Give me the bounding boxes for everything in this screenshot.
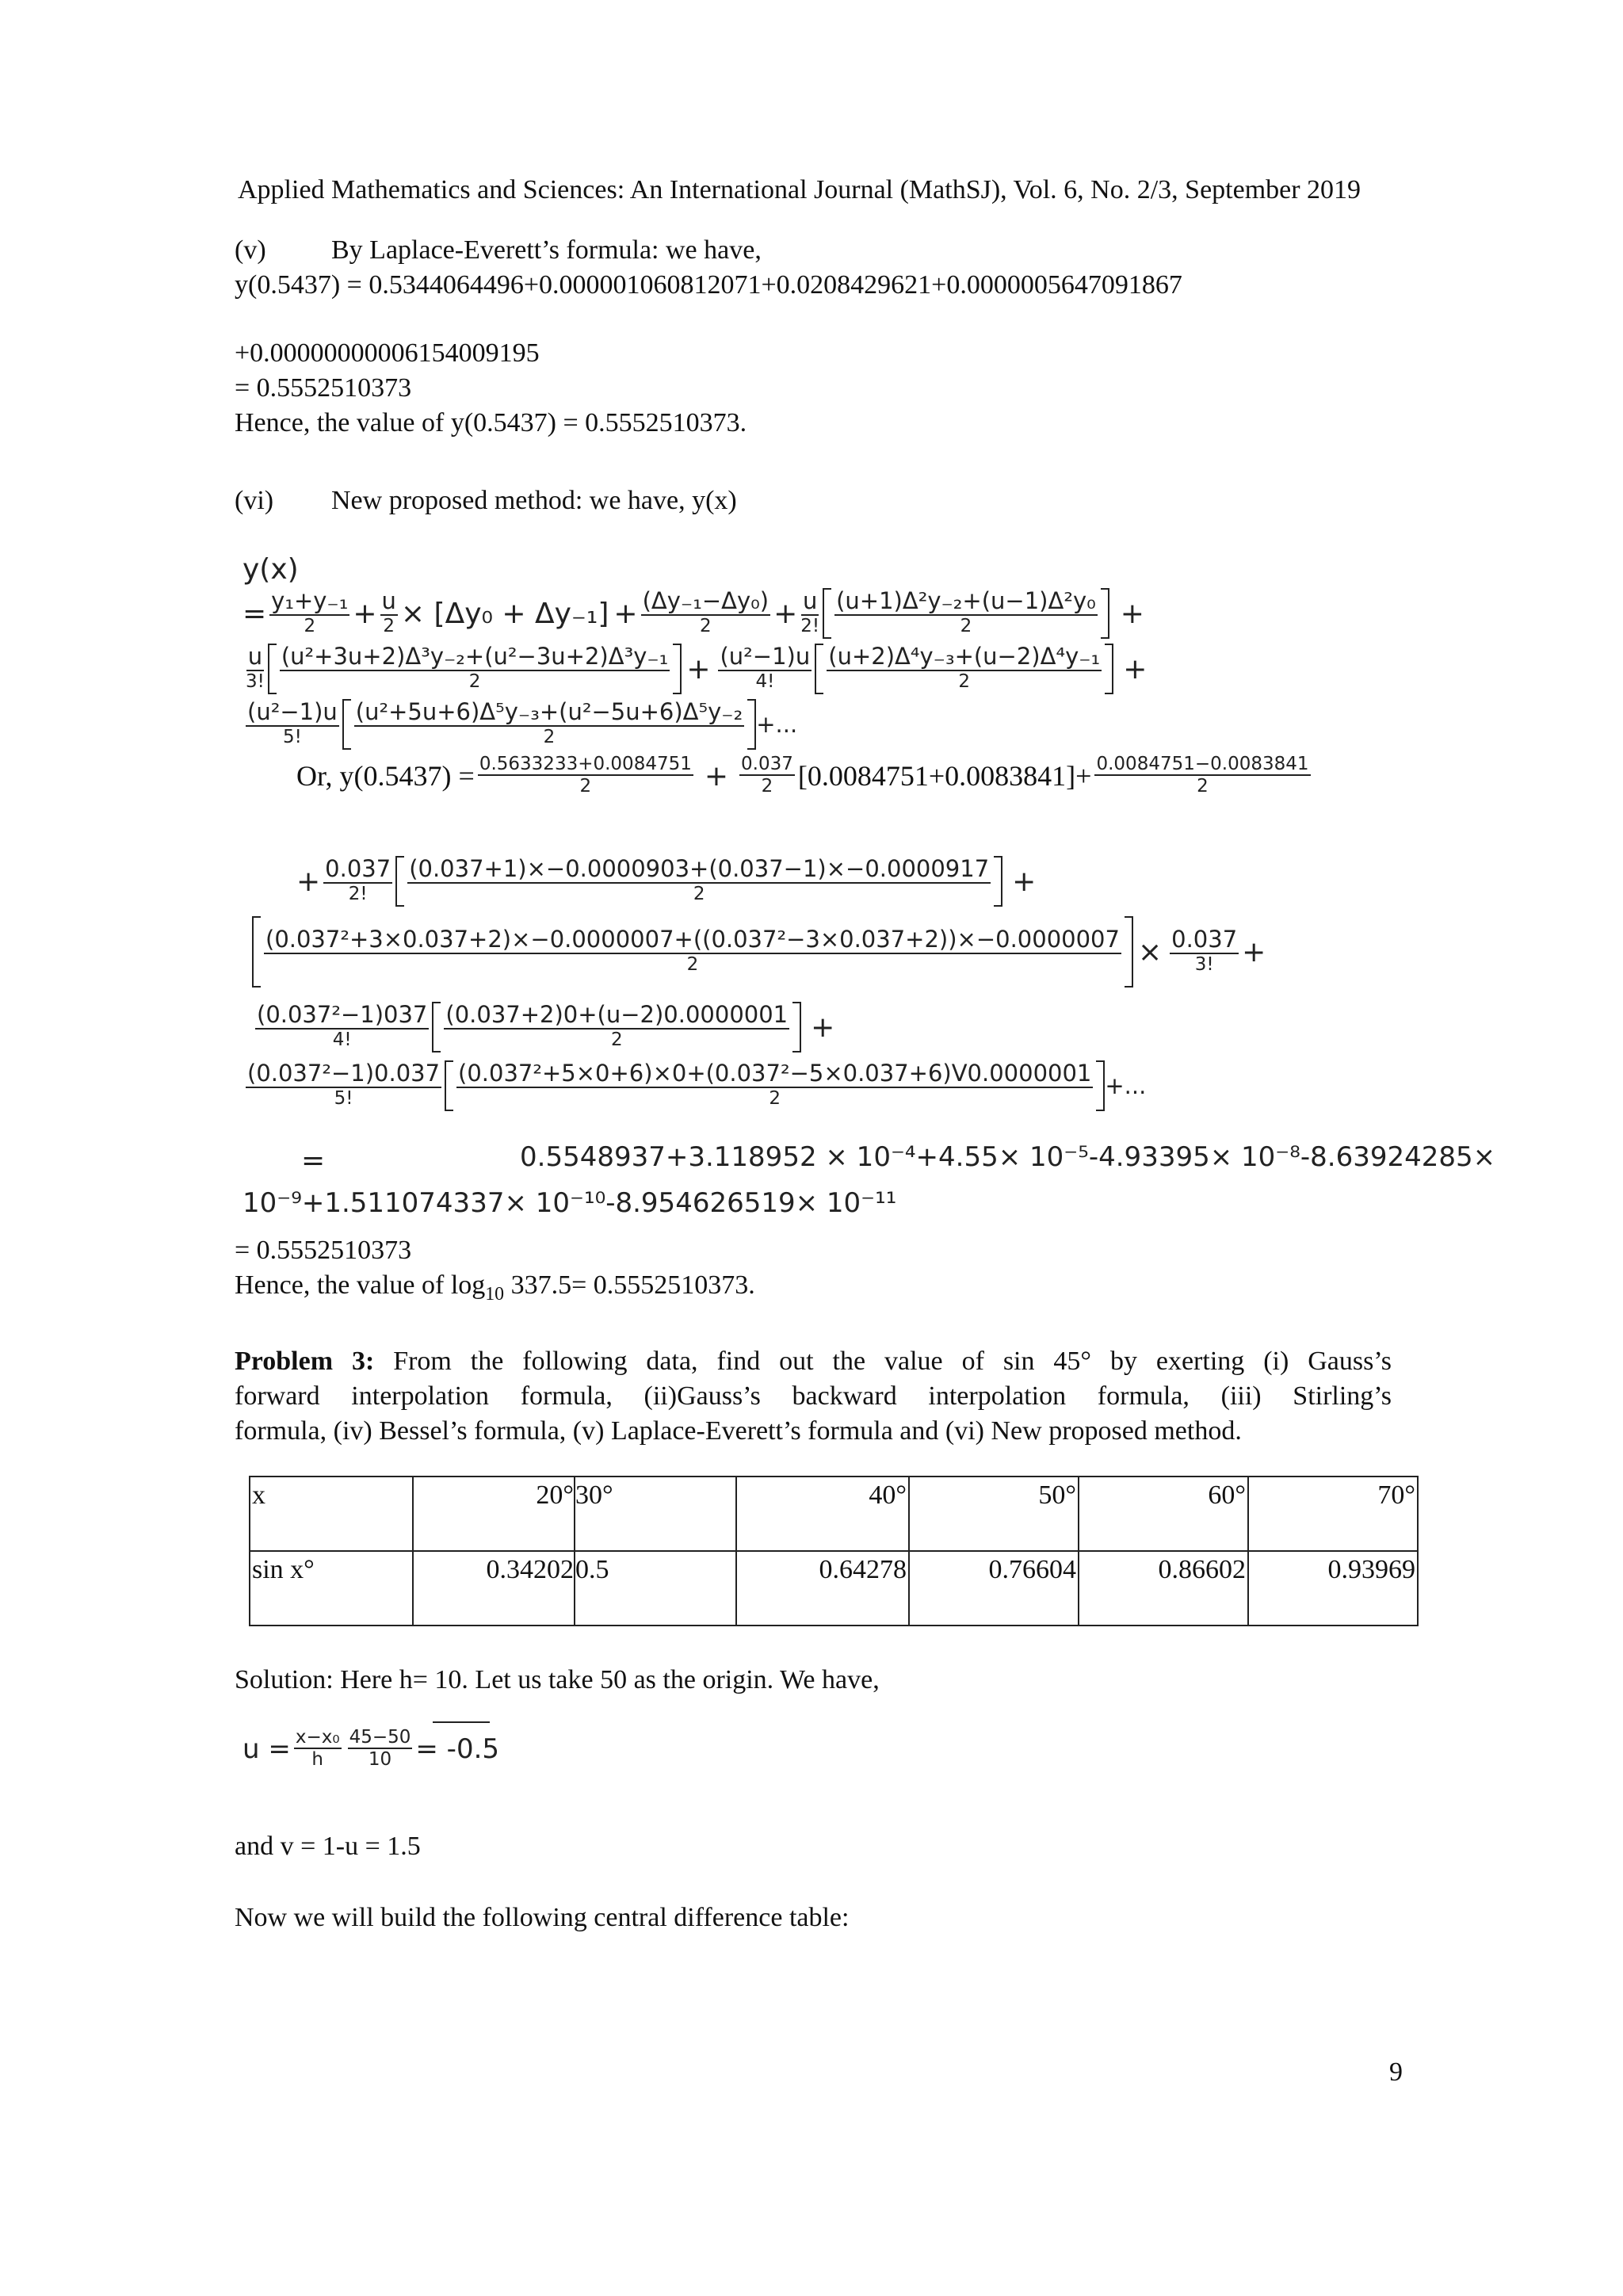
sub-second-difference: $\frac{(0.037+1)\times-0.0000903+(0.037-1)\times-0.0000917}{2}$ xyxy=(409,855,990,905)
problem-3-line-3: formula, (iv) Bessel’s formula, (v) Laplace-Everett’s formula and (vi) New proposed method. xyxy=(235,1416,1242,1446)
continuation-dots: +... xyxy=(756,711,798,738)
sub-coeff-3rd: $\frac{0.037}{3!}$ xyxy=(1171,926,1238,976)
fraction-coeff-4: $\frac{\text{(u²−1)u}}{4!}$ xyxy=(720,643,811,693)
section-v-heading xyxy=(235,233,762,268)
fraction-u-half: $\frac{u}{2}$ xyxy=(381,587,396,637)
formula-row-2: $\frac{u}{3!}$ $\frac{\text{(u²+3u+2)Δ³y₋₂+(u²−3u+2)Δ³y₋₁}}{2}$ + $\frac{\text{(u²−1)u}}{4!}$ $\frac{\text{(u+2)Δ⁴y₋₃+(u−2)Δ⁴y₋₁}}{2}$ + xyxy=(242,644,1147,694)
final-conclusion: Hence, the value of $\log_{10} 337.5= 0.5552510373$. xyxy=(235,1270,755,1305)
fraction-u-3-factorial: $\frac{u}{3!}$ xyxy=(246,643,265,693)
table-intro-line: Now we will build the following central difference table: xyxy=(235,1903,850,1932)
problem-3-line-1: Problem 3: From the following data, find out the value of sin 45° by exerting (i) Gauss’s xyxy=(235,1347,1392,1376)
table-cell: sin x° xyxy=(250,1551,413,1626)
table-row xyxy=(250,1477,1418,1551)
everett-sum-continued: +0.00000000006154009195 xyxy=(235,338,540,368)
fraction-term-4: $\frac{\text{(u+1)Δ²y₋₂+(u−1)Δ²y₀}}{2}$ xyxy=(836,587,1096,637)
substitution-row-3: (0.037²+3×0.037+2)×−0.0000007+((0.037²−3×0.037+2))×−0.0000007 2 × $\frac{0.037}{3!}$ + xyxy=(252,916,1266,988)
everett-result: = 0.5552510373 xyxy=(235,373,412,403)
u-fraction-1: $\frac{\text{x−x₀}}{h}$ xyxy=(295,1727,340,1771)
formula-row-1: = $\frac{\text{y₁+y₋₁}}{2}$ + $\frac{u}{2}$ × [Δy₀ + Δy₋₁] + $\frac{\text{(Δy₋₁−Δy₀)}}{2}$ + $\frac{u}{2!}$ $\frac{\text{(u+1)Δ²y₋₂+(u−1)Δ²y₀}}{2}$ + xyxy=(242,588,1144,639)
substitution-row-1: Or, y(0.5437) = $\frac{0.5633233+0.0084751}{2}$ + $\frac{0.037}{2}$ [0.0084751+0.0083841]+ $\frac{0.0084751-0.0083841}{2}$ xyxy=(296,754,1309,797)
substitution-row-5 xyxy=(242,1060,1146,1111)
fraction-fifth-difference: $\frac{\text{(u²+5u+6)Δ⁵y₋₃+(u²−5u+6)Δ⁵y₋₂}}{2}$ xyxy=(355,698,743,748)
problem-3-label: Problem 3: xyxy=(235,1347,375,1376)
table-cell: 0.76604 xyxy=(909,1551,1079,1626)
continuation-dots-2: +... xyxy=(1105,1072,1147,1099)
table-cell: 0.64278 xyxy=(736,1551,909,1626)
sub-coeff-2nd: $\frac{0.037}{2!}$ xyxy=(325,855,391,905)
sub-fraction-3: $\frac{0.0084751-0.0083841}{2}$ xyxy=(1096,754,1309,797)
everett-conclusion: Hence, the value of y(0.5437) = 0.5552510373. xyxy=(235,408,747,437)
fraction-u-factorial: $\frac{u}{2!}$ xyxy=(800,587,820,637)
substitution-row-2: + $\frac{0.037}{2!}$ $\frac{(0.037+1)\times-0.0000903+(0.037-1)\times-0.0000917}{2}$ + xyxy=(296,856,1036,907)
substitution-lhs: Or, y(0.5437) = xyxy=(296,760,475,793)
sub-fraction-2: $\frac{0.037}{2}$ xyxy=(741,754,793,797)
equals-sign: = xyxy=(242,597,267,630)
substitution-row-4: $\frac{\text{(0.037²−1)037}}{4!}$ $\frac{(0.037+2)0+(u-2)0.0000001}{2}$ + xyxy=(252,1002,834,1052)
table-cell: 20° xyxy=(413,1477,575,1551)
result-equals: = xyxy=(301,1144,326,1177)
v-line: and v = 1-u = 1.5 xyxy=(235,1832,421,1861)
table-cell: x xyxy=(250,1477,413,1551)
sub-bracket-sum: [0.0084751+0.0083841]+ xyxy=(797,760,1092,793)
overline-mark xyxy=(433,1721,490,1723)
fraction-term-1: $\frac{\text{y₁+y₋₁}}{2}$ xyxy=(271,587,349,637)
final-value-line: = 0.5552510373 xyxy=(235,1236,412,1265)
table-cell: 0.34202 xyxy=(413,1551,575,1626)
table-cell: 0.5 xyxy=(575,1551,736,1626)
page-number: 9 xyxy=(1389,2057,1403,2087)
fraction-fourth-difference: $\frac{\text{(u+2)Δ⁴y₋₃+(u−2)Δ⁴y₋₁}}{2}$ xyxy=(828,643,1101,693)
table-cell: 30° xyxy=(575,1477,736,1551)
difference-sum: × [Δy₀ + Δy₋₁] xyxy=(400,597,609,630)
solution-line: Solution: Here h= 10. Let us take 50 as the origin. We have, xyxy=(235,1665,880,1694)
sub-third-difference: (0.037²+3×0.037+2)×−0.0000007+((0.037²−3×0.037+2))×−0.0000007 2 xyxy=(265,926,1120,976)
fraction-third-difference: $\frac{\text{(u²+3u+2)Δ³y₋₂+(u²−3u+2)Δ³y₋₁}}{2}$ xyxy=(281,643,669,693)
section-v-title: By Laplace-Everett’s formula: we have, xyxy=(331,235,762,265)
running-header: Applied Mathematics and Sciences: An International Journal (MathSJ), Vol. 6, No. 2/3, September 2019 xyxy=(238,175,1361,204)
table-cell: 0.86602 xyxy=(1079,1551,1248,1626)
table-cell: 50° xyxy=(909,1477,1079,1551)
table-cell: 60° xyxy=(1079,1477,1248,1551)
section-vi-title: New proposed method: we have, y(x) xyxy=(331,486,737,515)
sub-fourth-difference: $\frac{(0.037+2)0+(u-2)0.0000001}{2}$ xyxy=(445,1001,789,1051)
fraction-term-3: $\frac{\text{(Δy₋₁−Δy₀)}}{2}$ xyxy=(642,587,769,637)
sub-fraction-1: $\frac{0.5633233+0.0084751}{2}$ xyxy=(479,754,692,797)
numeric-result-line-2: 10⁻⁹+1.511074337× 10⁻¹⁰-8.954626519× 10⁻¹¹ xyxy=(242,1187,897,1219)
sub-coeff-4th: $\frac{\text{(0.037²−1)037}}{4!}$ xyxy=(257,1001,428,1051)
u-fraction-2: $\frac{45-50}{10}$ xyxy=(349,1727,411,1771)
table-cell: 40° xyxy=(736,1477,909,1551)
data-table xyxy=(249,1476,1419,1626)
table-cell: 70° xyxy=(1248,1477,1418,1551)
table-cell: 0.93969 xyxy=(1248,1551,1418,1626)
everett-sum-line: y(0.5437) = 0.5344064496+0.000001060812071+0.0208429621+0.0000005647091867 xyxy=(235,270,1182,300)
fraction-coeff-5: $\frac{\text{(u²−1)u}}{5!}$ xyxy=(247,698,338,748)
formula-yx: y(x) xyxy=(242,553,299,586)
sub-fifth-difference: $\frac{\text{(0.037²+5×0+6)×0+(0.037²−5×0.037+6)V0.0000001}}{2}$ xyxy=(458,1060,1092,1110)
section-vi-label: (vi) xyxy=(235,486,274,515)
problem-3-line-2: forward interpolation formula, (ii)Gauss’s backward interpolation formula, (iii) Stirling’s xyxy=(235,1381,1392,1411)
sub-coeff-5th: $\frac{\text{(0.037²−1)0.037}}{5!}$ xyxy=(247,1060,441,1110)
section-vi-heading xyxy=(235,483,737,518)
numeric-result-line-1: 0.5548937+3.118952 × 10⁻⁴+4.55× 10⁻⁵-4.93395× 10⁻⁸-8.63924285× xyxy=(520,1141,1496,1173)
formula-row-3 xyxy=(242,699,797,750)
table-row xyxy=(250,1551,1418,1626)
u-equation: u = $\frac{\text{x−x₀}}{h}$ $\frac{45-50}{10}$ = -0.5 xyxy=(242,1727,500,1771)
section-v-label: (v) xyxy=(235,235,266,265)
